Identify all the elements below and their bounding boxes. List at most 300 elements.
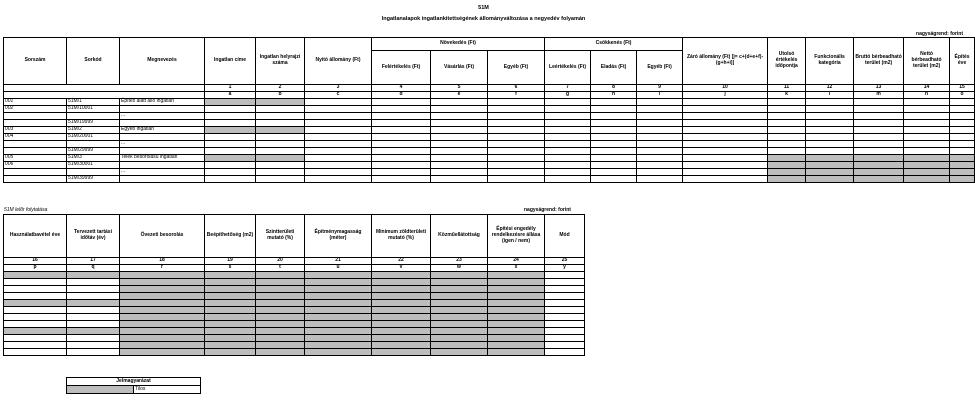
table-cell <box>545 321 585 328</box>
table-cell <box>683 148 768 155</box>
col-header-brutto-terulet: Bruttó bérbeadható terület (m2) <box>854 38 904 85</box>
table-cell <box>372 113 431 120</box>
col-header-mod: Mód <box>545 215 585 258</box>
table-cell <box>205 342 256 349</box>
table-cell <box>637 176 683 183</box>
table-cell <box>256 120 305 127</box>
table-cell <box>372 279 431 286</box>
table-row <box>4 300 585 307</box>
column-letter: g <box>545 92 591 99</box>
column-number: 16 <box>4 258 67 265</box>
column-letter: t <box>256 265 305 272</box>
table-cell <box>683 169 768 176</box>
row-megnevezes: Telek besorolású ingatlan <box>120 155 205 162</box>
table-cell <box>372 272 431 279</box>
table-cell <box>904 127 950 134</box>
table-cell <box>67 349 120 356</box>
table-cell <box>806 141 854 148</box>
table-cell <box>683 106 768 113</box>
table-cell <box>683 162 768 169</box>
table-cell <box>305 335 372 342</box>
table-row <box>4 286 585 293</box>
table-cell <box>431 127 488 134</box>
table-cell <box>431 141 488 148</box>
table-cell <box>854 120 904 127</box>
table-cell <box>305 169 372 176</box>
column-letter: n <box>904 92 950 99</box>
table-row <box>4 99 975 106</box>
table-cell <box>950 99 975 106</box>
table-cell <box>806 99 854 106</box>
legend-swatch-forbidden <box>67 386 134 394</box>
row-megnevezes <box>120 176 205 183</box>
table-cell <box>904 162 950 169</box>
continuation-table-body <box>4 272 585 356</box>
table-cell <box>591 148 637 155</box>
column-letter: d <box>372 92 431 99</box>
table-cell <box>904 176 950 183</box>
table-cell <box>545 279 585 286</box>
table-cell <box>4 321 67 328</box>
table-row <box>4 328 585 335</box>
continuation-table <box>3 214 585 356</box>
table-cell <box>545 307 585 314</box>
col-header-eladas: Eladás (Ft) <box>591 51 637 85</box>
table-cell <box>67 293 120 300</box>
table-cell <box>305 307 372 314</box>
table-cell <box>4 314 67 321</box>
row-sorkod: 51M/19999 <box>67 120 120 127</box>
column-letter: v <box>372 265 431 272</box>
table-cell <box>4 328 67 335</box>
table-cell <box>4 342 67 349</box>
table-cell <box>305 155 372 162</box>
table-cell <box>120 342 205 349</box>
table-row <box>4 127 975 134</box>
col-header-minimum-zold: Minimum zöldterületi mutató (%) <box>372 215 431 258</box>
table-cell <box>205 155 256 162</box>
column-number: 13 <box>854 85 904 92</box>
table-cell <box>305 272 372 279</box>
column-letter: h <box>591 92 637 99</box>
table-cell <box>205 307 256 314</box>
table-cell <box>637 169 683 176</box>
table-cell <box>205 286 256 293</box>
table-cell <box>683 127 768 134</box>
column-letter: l <box>806 92 854 99</box>
table-cell <box>904 155 950 162</box>
table-cell <box>431 293 488 300</box>
table-cell <box>591 134 637 141</box>
table-cell <box>431 300 488 307</box>
table-cell <box>305 349 372 356</box>
table-cell <box>488 155 545 162</box>
table-cell <box>4 272 67 279</box>
table-cell <box>205 176 256 183</box>
table-cell <box>854 162 904 169</box>
row-sorkod: 51M/3 <box>67 155 120 162</box>
table-cell <box>545 99 591 106</box>
table-cell <box>806 106 854 113</box>
table-cell <box>372 293 431 300</box>
table-cell <box>67 342 120 349</box>
table-cell <box>591 99 637 106</box>
column-letter: y <box>545 265 585 272</box>
row-megnevezes: ... <box>120 169 205 176</box>
table-cell <box>488 113 545 120</box>
row-megnevezes <box>120 134 205 141</box>
table-cell <box>637 141 683 148</box>
table-cell <box>806 134 854 141</box>
table-cell <box>591 127 637 134</box>
table-cell <box>545 141 591 148</box>
table-cell <box>256 99 305 106</box>
table-cell <box>806 169 854 176</box>
table-cell <box>256 106 305 113</box>
table-cell <box>4 300 67 307</box>
table-cell <box>806 148 854 155</box>
row-sorszam: 002 <box>4 106 67 113</box>
table-cell <box>637 106 683 113</box>
table-cell <box>768 106 806 113</box>
table-cell <box>950 120 975 127</box>
column-letter: s <box>205 265 256 272</box>
table-cell <box>431 162 488 169</box>
table-cell <box>4 279 67 286</box>
table-cell <box>488 134 545 141</box>
table-cell <box>768 162 806 169</box>
table-cell <box>488 176 545 183</box>
table-cell <box>545 349 585 356</box>
column-number: 3 <box>305 85 372 92</box>
table-cell <box>904 169 950 176</box>
col-header-helyrajzi-szam: Ingatlan helyrajzi száma <box>256 38 305 85</box>
table-cell <box>683 120 768 127</box>
table-cell <box>67 335 120 342</box>
table-cell <box>683 141 768 148</box>
form-title: Ingatlanalapok ingatlankitettségének állományváltozása a negyedév folyamán <box>381 16 586 22</box>
table-cell <box>305 176 372 183</box>
col-header-sorszam: Sorszám <box>4 38 67 85</box>
table-cell <box>768 113 806 120</box>
table-cell <box>806 162 854 169</box>
table-cell <box>854 99 904 106</box>
table-cell <box>305 148 372 155</box>
table-cell <box>904 120 950 127</box>
table-cell <box>305 162 372 169</box>
table-cell <box>950 176 975 183</box>
table-cell <box>305 113 372 120</box>
column-number: 2 <box>256 85 305 92</box>
table-row <box>4 106 975 113</box>
column-number: 4 <box>372 85 431 92</box>
col-header-tervezett-tartasi: Tervezett tartási időtáv (év) <box>67 215 120 258</box>
table-cell <box>806 127 854 134</box>
table-cell <box>372 162 431 169</box>
col-header-hasznalatbavetel: Használatbavétel éve <box>4 215 67 258</box>
table-cell <box>120 335 205 342</box>
column-letter: b <box>256 92 305 99</box>
col-header-epitmenymagassag: Építménymagasság (méter) <box>305 215 372 258</box>
group-header-novekedes: Növekedés (Ft) <box>372 38 545 51</box>
table-cell <box>205 293 256 300</box>
table-cell <box>431 169 488 176</box>
table-cell <box>431 148 488 155</box>
column-number: 1 <box>205 85 256 92</box>
table-cell <box>854 113 904 120</box>
table-row <box>4 349 585 356</box>
table-cell <box>768 134 806 141</box>
table-cell <box>591 113 637 120</box>
column-letter: u <box>305 265 372 272</box>
row-sorkod: 51M/1 <box>67 99 120 106</box>
table-cell <box>431 120 488 127</box>
table-cell <box>637 113 683 120</box>
table-cell <box>120 328 205 335</box>
table-cell <box>120 300 205 307</box>
table-cell <box>120 286 205 293</box>
table-cell <box>205 349 256 356</box>
column-number: 20 <box>256 258 305 265</box>
table-cell <box>431 106 488 113</box>
column-letter: e <box>431 92 488 99</box>
table-cell <box>305 286 372 293</box>
table-cell <box>768 99 806 106</box>
table-cell <box>488 169 545 176</box>
table-cell <box>4 349 67 356</box>
table-cell <box>256 113 305 120</box>
table-cell <box>205 113 256 120</box>
table-cell <box>256 342 305 349</box>
table-cell <box>683 155 768 162</box>
table-cell <box>431 155 488 162</box>
table-cell <box>256 328 305 335</box>
table-cell <box>120 307 205 314</box>
table-row <box>4 134 975 141</box>
table-cell <box>372 286 431 293</box>
table-row <box>4 314 585 321</box>
column-letter: a <box>205 92 256 99</box>
table-cell <box>488 314 545 321</box>
table-cell <box>256 148 305 155</box>
table-cell <box>205 127 256 134</box>
column-number: 23 <box>431 258 488 265</box>
table-cell <box>431 307 488 314</box>
table-cell <box>431 176 488 183</box>
table-cell <box>372 134 431 141</box>
table-cell <box>372 169 431 176</box>
table-cell <box>256 127 305 134</box>
table-cell <box>545 314 585 321</box>
table-cell <box>488 141 545 148</box>
table-cell <box>372 307 431 314</box>
table-cell <box>545 162 591 169</box>
table-cell <box>488 342 545 349</box>
table-cell <box>305 106 372 113</box>
table-row <box>4 155 975 162</box>
column-number: 24 <box>488 258 545 265</box>
column-number: 22 <box>372 258 431 265</box>
table-cell <box>488 307 545 314</box>
table-cell <box>637 120 683 127</box>
row-sorkod: 51M/29999 <box>67 148 120 155</box>
table-cell <box>372 106 431 113</box>
table-cell <box>372 155 431 162</box>
table-cell <box>205 300 256 307</box>
table-cell <box>591 162 637 169</box>
row-sorkod: 51M/10001 <box>67 106 120 113</box>
column-number: 6 <box>488 85 545 92</box>
table-cell <box>256 335 305 342</box>
col-header-epites-eve: Építés éve <box>950 38 975 85</box>
table-cell <box>372 314 431 321</box>
column-number: 12 <box>806 85 854 92</box>
table-cell <box>305 127 372 134</box>
table-row <box>4 272 585 279</box>
table-cell <box>806 176 854 183</box>
table-cell <box>120 272 205 279</box>
table-cell <box>205 99 256 106</box>
table-cell <box>256 155 305 162</box>
row-sorszam: 006 <box>4 162 67 169</box>
table-cell <box>950 113 975 120</box>
table-cell <box>372 120 431 127</box>
legend-label-forbidden: Tilos <box>134 386 201 394</box>
row-megnevezes: Építés alatt álló ingatlan <box>120 99 205 106</box>
table-cell <box>431 314 488 321</box>
table-cell <box>637 134 683 141</box>
table-cell <box>637 148 683 155</box>
table-cell <box>205 314 256 321</box>
table-cell <box>305 342 372 349</box>
table-cell <box>904 113 950 120</box>
column-letter: r <box>120 265 205 272</box>
table-cell <box>256 349 305 356</box>
table-cell <box>488 272 545 279</box>
table-cell <box>256 314 305 321</box>
table-cell <box>431 113 488 120</box>
table-cell <box>591 155 637 162</box>
table-cell <box>431 328 488 335</box>
table-cell <box>431 99 488 106</box>
table-cell <box>768 141 806 148</box>
table-cell <box>591 169 637 176</box>
table-cell <box>67 272 120 279</box>
table-cell <box>591 120 637 127</box>
table-cell <box>488 106 545 113</box>
table-cell <box>67 314 120 321</box>
row-megnevezes <box>120 162 205 169</box>
table-cell <box>488 286 545 293</box>
table-cell <box>488 328 545 335</box>
col-header-kozmuellatottsag: Közműellátottság <box>431 215 488 258</box>
row-sorkod: 51M/20001 <box>67 134 120 141</box>
table-cell <box>256 169 305 176</box>
table-cell <box>637 99 683 106</box>
table-cell <box>545 148 591 155</box>
table-cell <box>854 141 904 148</box>
table-cell <box>488 300 545 307</box>
column-letter: j <box>683 92 768 99</box>
table-cell <box>950 169 975 176</box>
table-cell <box>545 328 585 335</box>
table-cell <box>205 148 256 155</box>
table-row <box>4 113 975 120</box>
col-header-zaro-allomany: Záró állomány (Ft) [j= c+(d+e+f)-(g+h+i)] <box>683 38 768 85</box>
col-header-ingatlan-cime: Ingatlan címe <box>205 38 256 85</box>
table-cell <box>904 106 950 113</box>
col-header-egyeb-csokkenes: Egyéb (Ft) <box>637 51 683 85</box>
column-letter: w <box>431 265 488 272</box>
column-letter: x <box>488 265 545 272</box>
table-cell <box>256 134 305 141</box>
table-row <box>4 335 585 342</box>
table-row <box>4 176 975 183</box>
table-cell <box>120 349 205 356</box>
table-cell <box>120 293 205 300</box>
table-cell <box>4 307 67 314</box>
inventory-table <box>3 37 975 183</box>
table-cell <box>545 134 591 141</box>
column-letter: k <box>768 92 806 99</box>
table-row <box>4 293 585 300</box>
group-header-csokkenes: Csökkenés (Ft) <box>545 38 683 51</box>
table-cell <box>768 176 806 183</box>
table-cell <box>591 176 637 183</box>
unit-label-top: nagyságrend: forint <box>916 31 963 37</box>
table-cell <box>854 134 904 141</box>
col-header-szintteruleti: Szintterületi mutató (%) <box>256 215 305 258</box>
table-cell <box>256 272 305 279</box>
table-cell <box>950 106 975 113</box>
table-cell <box>431 335 488 342</box>
row-sorszam: 005 <box>4 155 67 162</box>
column-number: 21 <box>305 258 372 265</box>
table-cell <box>488 349 545 356</box>
table-cell <box>768 155 806 162</box>
table-row <box>4 342 585 349</box>
column-letter: c <box>305 92 372 99</box>
table-cell <box>768 120 806 127</box>
table-cell <box>488 99 545 106</box>
table-cell <box>431 349 488 356</box>
table-cell <box>545 286 585 293</box>
table-cell <box>854 155 904 162</box>
table-cell <box>683 99 768 106</box>
table-cell <box>305 328 372 335</box>
table-cell <box>205 335 256 342</box>
table-row <box>4 279 585 286</box>
col-header-nyito-allomany: Nyitó állomány (Ft) <box>305 38 372 85</box>
column-letter: f <box>488 92 545 99</box>
column-number: 19 <box>205 258 256 265</box>
table-cell <box>372 300 431 307</box>
column-number: 8 <box>591 85 637 92</box>
table-cell <box>488 335 545 342</box>
table-cell <box>431 321 488 328</box>
row-megnevezes: Egyéb ingatlan <box>120 127 205 134</box>
column-letter: q <box>67 265 120 272</box>
table-cell <box>950 134 975 141</box>
table-cell <box>545 120 591 127</box>
column-number: 10 <box>683 85 768 92</box>
table-cell <box>854 148 904 155</box>
table-cell <box>904 99 950 106</box>
table-cell <box>205 321 256 328</box>
table-cell <box>372 335 431 342</box>
row-sorszam: 001 <box>4 99 67 106</box>
table-cell <box>545 113 591 120</box>
